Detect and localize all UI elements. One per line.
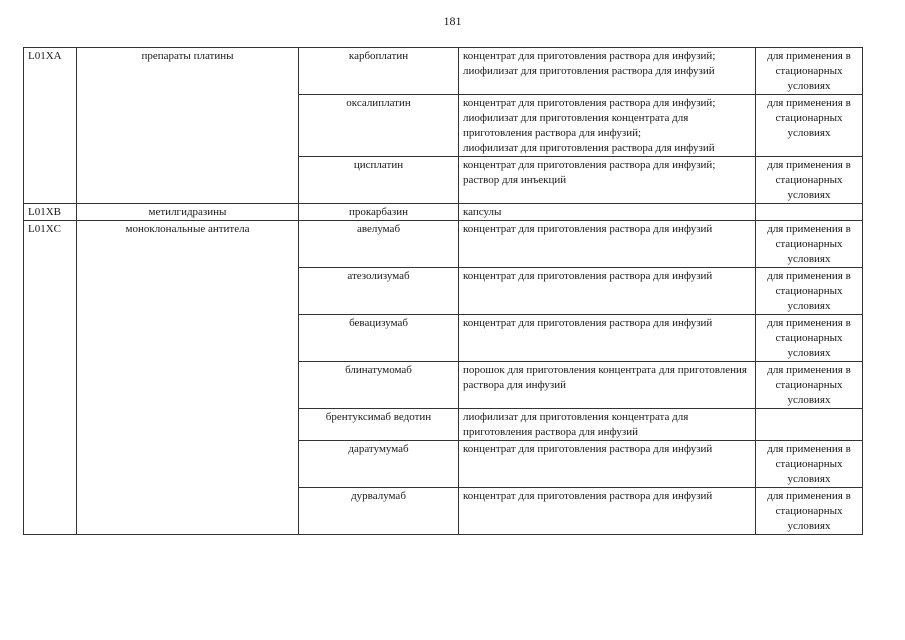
- dosage-form-line: лиофилизат для приготовления концентрата для приготовления раствора для инфузий;: [463, 112, 689, 139]
- note-cell: для применения в стационарных условиях: [756, 362, 863, 409]
- drug-name-cell: бевацизумаб: [299, 315, 459, 362]
- dosage-form-line: концентрат для приготовления раствора для инфузий: [463, 223, 713, 235]
- drug-table: [23, 47, 863, 535]
- dosage-form-cell: [459, 362, 756, 409]
- drug-group-cell: метилгидразины: [77, 204, 299, 221]
- dosage-form-line: концентрат для приготовления раствора для инфузий;: [463, 97, 716, 109]
- dosage-form-line: концентрат для приготовления раствора для инфузий: [463, 270, 713, 282]
- drug-group-cell: моноклональные антитела: [77, 221, 299, 535]
- drug-name-cell: цисплатин: [299, 157, 459, 204]
- note-cell: [756, 204, 863, 221]
- dosage-form-line: раствор для инъекций: [463, 174, 567, 186]
- dosage-form-cell: [459, 204, 756, 221]
- note-cell: для применения в стационарных условиях: [756, 157, 863, 204]
- dosage-form-line: лиофилизат для приготовления раствора для инфузий: [463, 65, 715, 77]
- dosage-form-line: концентрат для приготовления раствора для инфузий: [463, 443, 713, 455]
- dosage-form-line: концентрат для приготовления раствора для инфузий;: [463, 50, 716, 62]
- dosage-form-cell: [459, 409, 756, 441]
- drug-name-cell: оксалиплатин: [299, 95, 459, 157]
- drug-name-cell: прокарбазин: [299, 204, 459, 221]
- dosage-form-line: лиофилизат для приготовления концентрата для приготовления раствора для инфузий: [463, 411, 689, 438]
- note-cell: для применения в стационарных условиях: [756, 488, 863, 535]
- note-cell: для применения в стационарных условиях: [756, 221, 863, 268]
- page-number: 181: [443, 14, 462, 28]
- drug-name-cell: карбоплатин: [299, 48, 459, 95]
- dosage-form-cell: [459, 157, 756, 204]
- note-cell: для применения в стационарных условиях: [756, 268, 863, 315]
- drug-name-cell: авелумаб: [299, 221, 459, 268]
- dosage-form-cell: [459, 268, 756, 315]
- note-cell: для применения в стационарных условиях: [756, 441, 863, 488]
- drug-name-cell: дурвалумаб: [299, 488, 459, 535]
- dosage-form-line: капсулы: [463, 206, 502, 218]
- dosage-form-cell: [459, 48, 756, 95]
- note-cell: для применения в стационарных условиях: [756, 48, 863, 95]
- note-cell: для применения в стационарных условиях: [756, 315, 863, 362]
- atc-code-cell: L01XA: [24, 48, 77, 204]
- dosage-form-line: концентрат для приготовления раствора для инфузий: [463, 317, 713, 329]
- dosage-form-cell: [459, 488, 756, 535]
- note-cell: для применения в стационарных условиях: [756, 95, 863, 157]
- drug-name-cell: блинатумомаб: [299, 362, 459, 409]
- drug-name-cell: брентуксимаб ведотин: [299, 409, 459, 441]
- dosage-form-line: порошок для приготовления концентрата для приготовления раствора для инфузий: [463, 364, 747, 391]
- note-cell: [756, 409, 863, 441]
- dosage-form-cell: [459, 315, 756, 362]
- atc-code-cell: L01XC: [24, 221, 77, 535]
- table-row: [24, 48, 863, 95]
- dosage-form-cell: [459, 441, 756, 488]
- drug-group-cell: препараты платины: [77, 48, 299, 204]
- atc-code-cell: L01XB: [24, 204, 77, 221]
- table-row: [24, 204, 863, 221]
- drug-name-cell: атезолизумаб: [299, 268, 459, 315]
- table-row: [24, 221, 863, 268]
- dosage-form-line: концентрат для приготовления раствора для инфузий;: [463, 159, 716, 171]
- dosage-form-cell: [459, 95, 756, 157]
- dosage-form-cell: [459, 221, 756, 268]
- dosage-form-line: лиофилизат для приготовления раствора для инфузий: [463, 142, 715, 154]
- drug-name-cell: даратумумаб: [299, 441, 459, 488]
- dosage-form-line: концентрат для приготовления раствора для инфузий: [463, 490, 713, 502]
